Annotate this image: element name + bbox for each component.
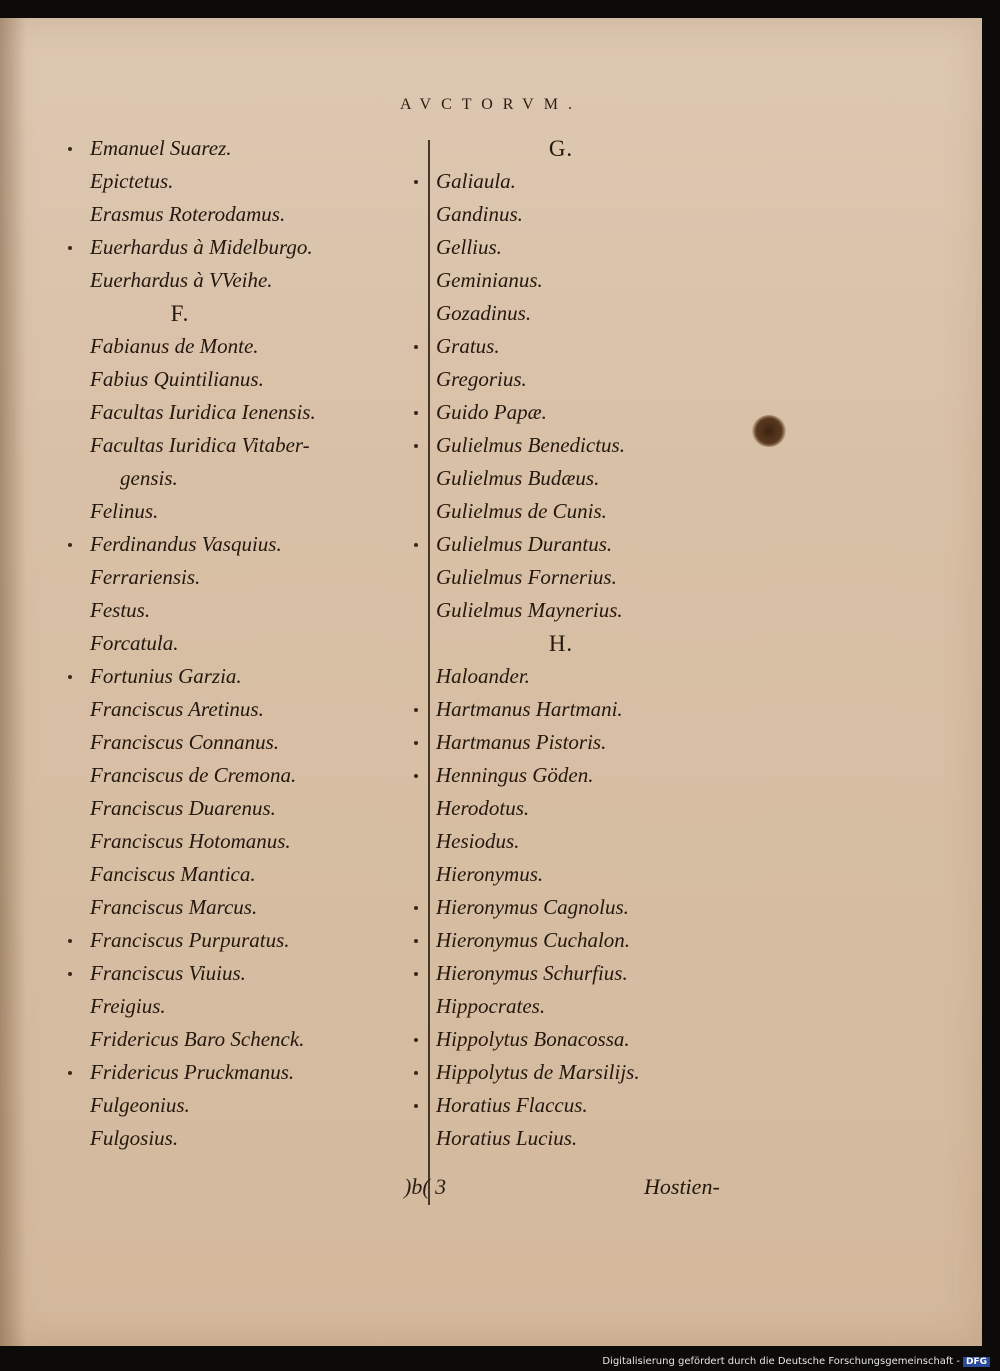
index-entry	[436, 660, 686, 693]
entry-name: Fulgosius.	[90, 1126, 179, 1150]
entry-name: Franciscus Viuius.	[90, 961, 246, 985]
entry-name: Gozadinus.	[436, 301, 532, 325]
margin-mark-icon	[68, 543, 72, 547]
entry-name: Facultas Iuridica Ienensis.	[90, 400, 316, 424]
index-entry	[90, 759, 316, 792]
entry-name: Herodotus.	[436, 796, 530, 820]
index-entry	[436, 825, 686, 858]
index-entry	[90, 330, 316, 363]
index-entry	[90, 726, 316, 759]
entry-name: Fortunius Garzia.	[90, 664, 242, 688]
section-letter: H.	[548, 631, 574, 656]
entry-name: Hesiodus.	[436, 829, 520, 853]
index-entry	[90, 495, 316, 528]
signature-mark: )b( 3	[404, 1174, 447, 1199]
index-entry	[436, 363, 686, 396]
entry-name: Emanuel Suarez.	[90, 136, 232, 160]
entry-name: Euerhardus à VVeihe.	[90, 268, 273, 292]
index-entry	[436, 198, 686, 231]
column-divider	[428, 140, 430, 1205]
entry-name: Fanciscus Mantica.	[90, 862, 256, 886]
margin-mark-icon	[414, 411, 418, 415]
section-letter: G.	[548, 136, 574, 161]
entry-name: Gandinus.	[436, 202, 523, 226]
entry-name: Hieronymus Cuchalon.	[436, 928, 631, 952]
margin-mark-icon	[414, 1104, 418, 1108]
index-entry	[436, 759, 686, 792]
entry-name: Epictetus.	[90, 169, 174, 193]
entry-name: Gulielmus de Cunis.	[436, 499, 607, 523]
index-entry	[90, 462, 316, 495]
index-entry	[436, 165, 686, 198]
index-entry	[90, 627, 316, 660]
index-entry	[90, 792, 316, 825]
margin-mark-icon	[68, 1071, 72, 1075]
index-entry	[90, 693, 316, 726]
index-entry	[436, 330, 686, 363]
index-entry	[90, 198, 316, 231]
margin-mark-icon	[68, 939, 72, 943]
index-entry	[90, 165, 316, 198]
index-entry	[436, 1056, 686, 1089]
index-entry	[90, 1089, 316, 1122]
entry-name: Facultas Iuridica Vitaber-	[90, 433, 310, 457]
entry-name: gensis.	[120, 466, 178, 490]
index-entry	[436, 1122, 686, 1155]
entry-name: Gregorius.	[436, 367, 527, 391]
margin-mark-icon	[414, 972, 418, 976]
entry-name: Forcatula.	[90, 631, 179, 655]
index-entry	[436, 693, 686, 726]
index-entry	[90, 1023, 316, 1056]
index-entry	[436, 429, 686, 462]
book-page	[0, 18, 982, 1346]
margin-mark-icon	[414, 180, 418, 184]
index-entry	[436, 924, 686, 957]
entry-name: Gulielmus Fornerius.	[436, 565, 617, 589]
entry-name: Horatius Lucius.	[436, 1126, 578, 1150]
margin-mark-icon	[414, 741, 418, 745]
index-entry	[90, 891, 316, 924]
index-entry	[436, 990, 686, 1023]
entry-name: Franciscus Hotomanus.	[90, 829, 291, 853]
entry-name: Fridericus Baro Schenck.	[90, 1027, 305, 1051]
entry-name: Gulielmus Budæus.	[436, 466, 600, 490]
index-entry	[436, 1023, 686, 1056]
margin-mark-icon	[414, 939, 418, 943]
entry-name: Fulgeonius.	[90, 1093, 190, 1117]
entry-name: Franciscus de Cremona.	[90, 763, 297, 787]
index-entry	[436, 495, 686, 528]
margin-mark-icon	[414, 774, 418, 778]
entry-name: Fabius Quintilianus.	[90, 367, 264, 391]
entry-name: Erasmus Roterodamus.	[90, 202, 286, 226]
index-entry	[90, 924, 316, 957]
margin-mark-icon	[414, 1038, 418, 1042]
margin-mark-icon	[414, 906, 418, 910]
index-entry	[436, 792, 686, 825]
entry-name: Festus.	[90, 598, 151, 622]
entry-name: Ferdinandus Vasquius.	[90, 532, 282, 556]
entry-name: Gulielmus Durantus.	[436, 532, 613, 556]
index-entry	[90, 231, 316, 264]
index-entry	[436, 231, 686, 264]
entry-name: Felinus.	[90, 499, 159, 523]
catchword: Hostien-	[644, 1174, 720, 1199]
entry-name: Franciscus Purpuratus.	[90, 928, 290, 952]
index-entry	[90, 825, 316, 858]
entry-name: Geminianus.	[436, 268, 543, 292]
entry-name: Galiaula.	[436, 169, 516, 193]
index-entry	[90, 957, 316, 990]
entry-name: Franciscus Connanus.	[90, 730, 279, 754]
entry-name: Hieronymus Schurfius.	[436, 961, 628, 985]
index-entry	[90, 396, 316, 429]
entry-name: Euerhardus à Midelburgo.	[90, 235, 313, 259]
index-entry	[90, 429, 316, 462]
margin-mark-icon	[414, 543, 418, 547]
index-entry	[436, 858, 686, 891]
entry-name: Ferrariensis.	[90, 565, 201, 589]
index-entry	[90, 1122, 316, 1155]
index-entry	[90, 660, 316, 693]
entry-name: Freigius.	[90, 994, 166, 1018]
entry-name: Guido Papæ.	[436, 400, 547, 424]
entry-name: Fridericus Pruckmanus.	[90, 1060, 295, 1084]
entry-name: Hieronymus.	[436, 862, 544, 886]
margin-mark-icon	[68, 147, 72, 151]
ink-stain	[752, 415, 786, 447]
index-entry	[90, 132, 316, 165]
running-header: AVCTORVM.	[400, 96, 582, 113]
entry-name: Franciscus Aretinus.	[90, 697, 264, 721]
index-entry	[436, 1089, 686, 1122]
entry-name: Haloander.	[436, 664, 530, 688]
margin-mark-icon	[414, 345, 418, 349]
entry-name: Franciscus Marcus.	[90, 895, 258, 919]
digitization-credit	[602, 1356, 990, 1367]
entry-name: Hieronymus Cagnolus.	[436, 895, 629, 919]
dfg-logo: DFG	[963, 1357, 990, 1367]
credit-text: Digitalisierung gefördert durch die Deutsche Forschungsgemeinschaft -	[602, 1356, 960, 1367]
margin-mark-icon	[414, 708, 418, 712]
index-entry	[90, 990, 316, 1023]
entry-name: Gratus.	[436, 334, 500, 358]
index-entry	[436, 264, 686, 297]
index-entry	[436, 726, 686, 759]
index-entry	[436, 594, 686, 627]
margin-mark-icon	[414, 444, 418, 448]
index-entry	[90, 561, 316, 594]
section-letter: F.	[170, 301, 190, 326]
entry-name: Horatius Flaccus.	[436, 1093, 588, 1117]
index-column-right	[436, 132, 686, 1155]
margin-mark-icon	[68, 246, 72, 250]
entry-name: Henningus Göden.	[436, 763, 594, 787]
index-column-left	[90, 132, 316, 1155]
index-entry	[436, 396, 686, 429]
entry-name: Hartmanus Pistoris.	[436, 730, 607, 754]
index-entry	[436, 957, 686, 990]
margin-mark-icon	[68, 675, 72, 679]
index-entry	[90, 1056, 316, 1089]
entry-name: Hippolytus Bonacossa.	[436, 1027, 630, 1051]
index-entry	[436, 297, 686, 330]
margin-mark-icon	[414, 1071, 418, 1075]
index-entry	[90, 264, 316, 297]
entry-name: Gulielmus Benedictus.	[436, 433, 625, 457]
index-entry	[436, 891, 686, 924]
entry-name: Hartmanus Hartmani.	[436, 697, 623, 721]
entry-name: Franciscus Duarenus.	[90, 796, 276, 820]
index-entry	[90, 363, 316, 396]
index-entry	[436, 561, 686, 594]
entry-name: Gellius.	[436, 235, 502, 259]
margin-mark-icon	[68, 972, 72, 976]
index-entry	[436, 462, 686, 495]
index-entry	[90, 858, 316, 891]
entry-name: Hippocrates.	[436, 994, 546, 1018]
index-entry	[436, 528, 686, 561]
entry-name: Hippolytus de Marsilijs.	[436, 1060, 640, 1084]
entry-name: Fabianus de Monte.	[90, 334, 259, 358]
index-entry	[90, 528, 316, 561]
entry-name: Gulielmus Maynerius.	[436, 598, 623, 622]
index-entry	[90, 594, 316, 627]
